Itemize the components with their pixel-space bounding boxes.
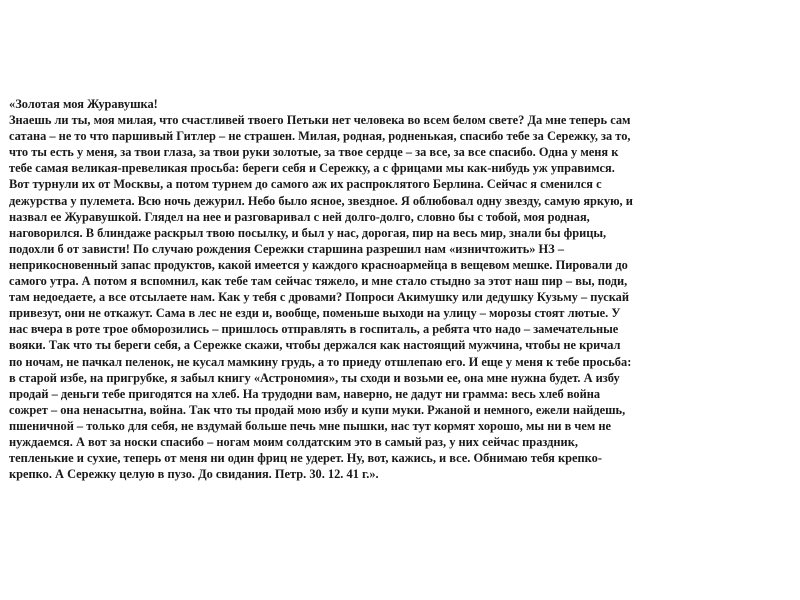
letter-line: привезут, они не откажут. Сама в лес не езди и, вообще, поменьше выходи на улицу – морозы стоят лютые. У xyxy=(9,306,621,321)
letter-line: тепленькие и сухие, теперь от меня ни один фриц не удерет. Ну, вот, кажись, и все. Обнимаю тебя крепко- xyxy=(9,451,602,466)
letter-line: неприкосновенный запас продуктов, какой имеется у каждого красноармейца в вещевом мешке. Пировали до xyxy=(9,257,628,272)
letter-line: нуждаемся. А вот за носки спасибо – ногам моим солдатским это в самый раз, у них сейчас праздник, xyxy=(9,434,578,449)
letter-line: Вот турнули их от Москвы, а потом турнем до самого аж их распроклятого Берлина. Сейчас я сменился с xyxy=(9,177,602,192)
letter-line: сожрет – она ненасытна, война. Так что ты продай мою избу и купи муки. Ржаной и немного, ежели найдешь, xyxy=(9,402,626,417)
letter-line: там недоедаете, а все отсылаете нам. Как у тебя с дровами? Попроси Акимушку или дедушку Кузьму – пускай xyxy=(9,290,629,305)
letter-greeting: «Золотая моя Журавушка! xyxy=(9,97,158,111)
letter-line: наговорился. В блиндаже раскрыл твою посылку, и был у нас, дорогая, пир на весь мир, знали бы фрицы, xyxy=(9,225,607,240)
letter-line: вояки. Так что ты береги себя, а Сережке скажи, чтобы держался как настоящий мужчина, чтобы не кричал xyxy=(9,338,621,353)
letter-line: нас вчера в роте трое обморозились – пришлось отправлять в госпиталь, а ребята что надо – замечательные xyxy=(9,322,619,337)
letter-line: самого утра. А потом я вспомнил, как тебе там сейчас тяжело, и мне стало стыдно за этот наш пир – вы, поди, xyxy=(9,274,628,289)
letter-line: пшеничной – только для себя, не вздумай больше печь мне пышки, нас тут кормят хорошо, мы ни в чем не xyxy=(9,418,612,433)
letter-line: подохли б от зависти! По случаю рождения Сережки старшина разрешил нам «изничтожить» НЗ – xyxy=(9,241,565,256)
letter-line: в старой избе, на пригрубке, я забыл книгу «Астрономия», ты сходи и возьми ее, она мне нужна будет. А избу xyxy=(9,370,620,385)
letter-line: что ты есть у меня, за твои глаза, за твои руки золотые, за твое сердце – за все, за все спасибо. Одна у меня к xyxy=(9,145,619,160)
letter-line: по ночам, не пачкал пеленок, не кусал мамкину грудь, а то приеду отшлепаю его. И еще у меня к тебе просьба: xyxy=(9,354,632,369)
letter-line: дежурства у пулемета. Всю ночь дежурил. Небо было ясное, звездное. Я облюбовал одну звезду, самую яркую, и xyxy=(9,193,633,208)
letter-line: сатана – не то что паршивый Гитлер – не страшен. Милая, родная, родненькая, спасибо тебе за Сережку, за то, xyxy=(9,129,631,144)
letter-text xyxy=(9,96,795,482)
letter-line: назвал ее Журавушкой. Глядел на нее и разговаривал с ней долго-долго, словно бы с тобой, моя родная, xyxy=(9,209,590,224)
letter-line: продай – деньги тебе пригодятся на хлеб. На трудодни вам, наверно, не дадут ни грамма: весь хлеб война xyxy=(9,386,601,401)
letter-signature-line: крепко. А Сережку целую в пузо. До свидания. Петр. 30. 12. 41 г.». xyxy=(9,467,379,482)
letter-line: тебе самая великая-превеликая просьба: береги себя и Сережку, а с фрицами мы как-нибудь уж управимся. xyxy=(9,161,615,176)
letter-line: Знаешь ли ты, моя милая, что счастливей твоего Петьки нет человека во всем белом свете? Да мне теперь сам xyxy=(9,113,631,128)
